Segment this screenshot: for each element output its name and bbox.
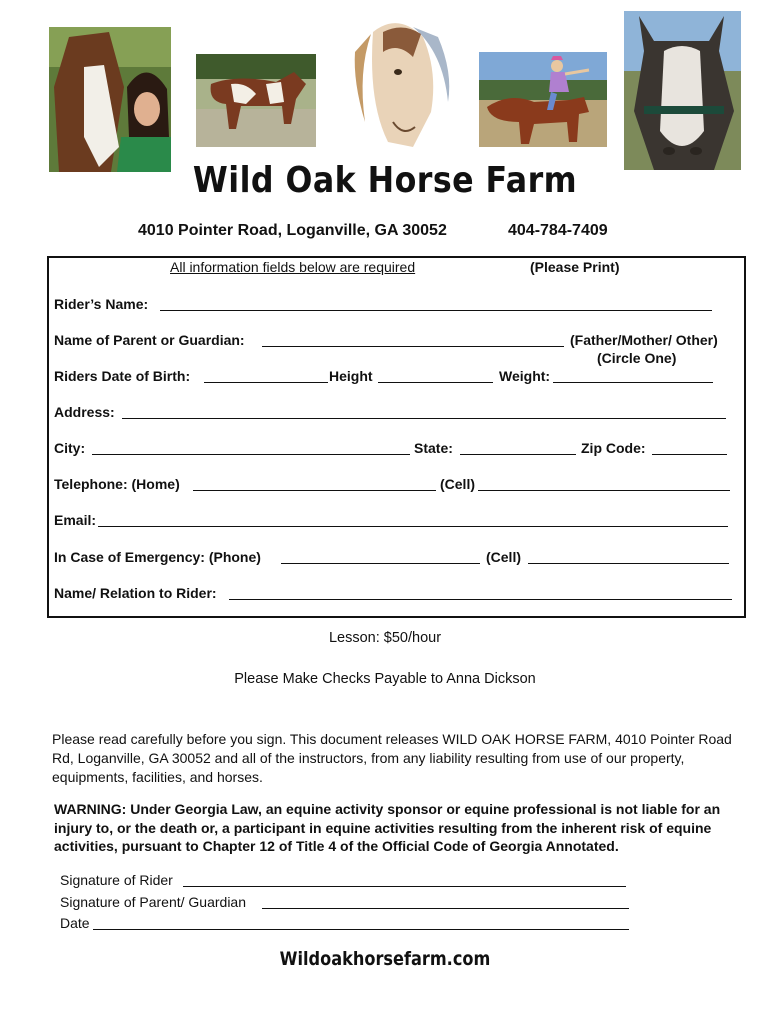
telephone-cell-field[interactable] — [478, 490, 730, 491]
warning-paragraph: WARNING: Under Georgia Law, an equine activity sponsor or equine professional is not liable for an injury to, or the death or, a participant in equine activities resulting from the inherent risk of equine activities, pursuant to Chapter 12 of Title 4 of the Official Code of Georgia Annotated. — [54, 801, 721, 854]
date-label: Date — [60, 915, 90, 931]
email-label: Email: — [54, 512, 97, 528]
dob-field[interactable] — [204, 382, 328, 383]
lesson-price: Lesson: $50/hour — [328, 630, 442, 646]
height-field[interactable] — [378, 382, 493, 383]
weight-field[interactable] — [553, 382, 713, 383]
height-label: Height — [329, 368, 373, 384]
parent-type-label: (Father/Mother/ Other) — [570, 332, 718, 348]
state-label: State: — [414, 440, 453, 456]
required-note: All information fields below are required — [170, 259, 416, 275]
emergency-phone-field[interactable] — [281, 563, 480, 564]
rider-signature-label: Signature of Rider — [60, 872, 173, 888]
checks-payable-note: Please Make Checks Payable to Anna Dickson — [234, 671, 536, 687]
city-label: City: — [54, 440, 86, 456]
rider-name-field[interactable] — [160, 310, 712, 311]
parent-name-label: Name of Parent or Guardian: — [54, 332, 245, 348]
address-label: Address: — [54, 404, 115, 420]
zip-label: Zip Code: — [581, 440, 646, 456]
telephone-home-field[interactable] — [193, 490, 436, 491]
rider-signature-field[interactable] — [183, 886, 626, 887]
city-field[interactable] — [92, 454, 410, 455]
state-field[interactable] — [460, 454, 576, 455]
woman-with-horse-photo — [49, 27, 171, 172]
paint-horse-photo — [196, 54, 316, 147]
emergency-cell-field[interactable] — [528, 563, 729, 564]
horse-closeup-photo — [624, 11, 741, 170]
child-riding-pony-photo — [479, 52, 607, 147]
email-field[interactable] — [98, 526, 728, 527]
farm-address: 4010 Pointer Road, Loganville, GA 30052 — [138, 222, 447, 239]
relation-label: Name/ Relation to Rider: — [54, 585, 217, 601]
weight-label: Weight: — [499, 368, 551, 384]
website-link[interactable]: Wildoakhorsefarm.com — [279, 948, 491, 970]
emergency-phone-label: In Case of Emergency: (Phone) — [54, 549, 261, 565]
telephone-cell-label: (Cell) — [440, 476, 475, 492]
emergency-cell-label: (Cell) — [486, 549, 521, 565]
circle-one-label: (Circle One) — [597, 350, 677, 366]
zip-field[interactable] — [652, 454, 727, 455]
horse-painting-art — [343, 12, 460, 152]
release-paragraph: Please read carefully before you sign. This document releases WILD OAK HORSE FARM, 4010 Pointer Road Rd, Loganville, GA 30052 and all of the instructors, from any liability resulting from use of our property, equipments, facilities, and horses. — [52, 731, 732, 785]
address-field[interactable] — [122, 418, 726, 419]
dob-label: Riders Date of Birth: — [54, 368, 191, 384]
telephone-home-label: Telephone: (Home) — [54, 476, 180, 492]
parent-name-field[interactable] — [262, 346, 564, 347]
relation-field[interactable] — [229, 599, 732, 600]
page-title: Wild Oak Horse Farm — [192, 160, 578, 201]
rider-name-label: Rider’s Name: — [54, 296, 149, 312]
date-field[interactable] — [93, 929, 629, 930]
parent-signature-label: Signature of Parent/ Guardian — [60, 894, 247, 910]
please-print-note: (Please Print) — [530, 259, 620, 275]
farm-phone: 404-784-7409 — [508, 222, 608, 239]
parent-signature-field[interactable] — [262, 908, 629, 909]
